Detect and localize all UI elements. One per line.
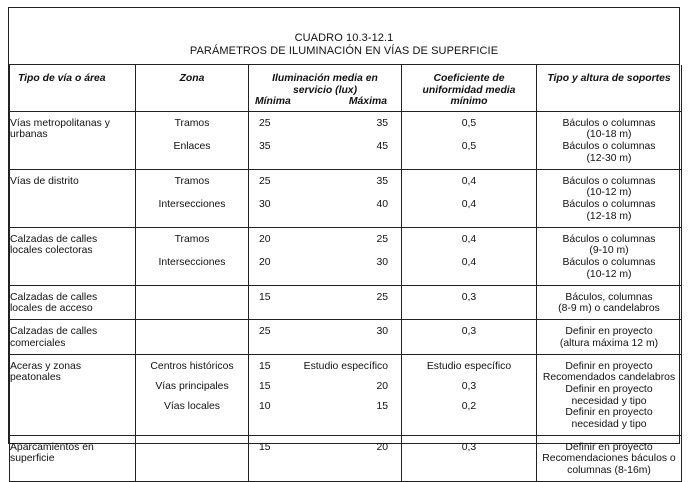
illuminance-cell bbox=[249, 354, 402, 435]
support-text-line: (altura máxima 12 m) bbox=[559, 337, 659, 349]
header-zona: Zona bbox=[136, 65, 249, 111]
area-cell bbox=[10, 320, 136, 355]
support-text-line: (10-12 m) bbox=[586, 187, 632, 199]
area-cell bbox=[10, 354, 136, 435]
support-text-line: necesidad y tipo bbox=[571, 395, 647, 407]
uniformity-value: 0,4 bbox=[461, 233, 477, 245]
area-label-line: Vías de distrito bbox=[10, 175, 79, 187]
lux-min-value: 20 bbox=[259, 233, 271, 245]
illuminance-cell bbox=[249, 111, 402, 169]
supports-cell bbox=[537, 285, 682, 320]
uniformity-value: 0,3 bbox=[461, 291, 477, 303]
support-text-line: Definir en proyecto bbox=[565, 407, 653, 419]
zona-label: Centros históricos bbox=[150, 360, 234, 372]
table-row bbox=[10, 227, 682, 285]
lux-min-value: 15 bbox=[259, 441, 271, 453]
lux-max-value: 25 bbox=[376, 291, 388, 303]
zona-cell bbox=[136, 285, 249, 320]
illuminance-cell bbox=[249, 227, 402, 285]
area-label-line: Calzadas de calles bbox=[10, 233, 98, 245]
lux-max-value: 20 bbox=[376, 380, 388, 392]
lux-max-value: 15 bbox=[376, 400, 388, 412]
table-row bbox=[10, 285, 682, 320]
support-text-line: columnas (8-16m) bbox=[567, 465, 651, 477]
lux-min-value: 15 bbox=[259, 360, 271, 372]
zona-label: Enlaces bbox=[173, 141, 211, 152]
support-text-line: Báculos o columnas bbox=[562, 175, 656, 187]
support-text-line: (10-12 m) bbox=[586, 268, 632, 280]
header-coef-line1: Coeficiente de bbox=[433, 73, 505, 84]
header-coef-line3: mínimo bbox=[450, 96, 488, 108]
uniformity-value: 0,3 bbox=[461, 380, 477, 392]
uniformity-value: 0,2 bbox=[461, 400, 477, 412]
support-text-line: (9-10 m) bbox=[589, 245, 629, 257]
uniformity-value: 0,4 bbox=[461, 257, 477, 268]
header-soportes: Tipo y altura de soportes bbox=[537, 65, 682, 111]
uniformity-value: 0,4 bbox=[461, 175, 477, 187]
zona-label: Intersecciones bbox=[158, 199, 226, 210]
lux-max-value: 30 bbox=[376, 257, 388, 268]
uniformity-value: 0,4 bbox=[461, 199, 477, 210]
support-text-line: Báculos, columnas bbox=[565, 291, 653, 303]
area-cell bbox=[10, 435, 136, 481]
uniformity-value: 0,3 bbox=[461, 441, 477, 453]
area-label-line: Calzadas de calles bbox=[10, 291, 98, 303]
uniformity-value: 0,5 bbox=[461, 117, 477, 129]
area-label-line: Aceras y zonas bbox=[10, 360, 82, 372]
lux-max-value: Estudio específico bbox=[303, 360, 388, 372]
support-text-line: Recomendaciones báculos o bbox=[542, 453, 676, 465]
header-lux-line2: servicio (lux) bbox=[292, 84, 358, 96]
zona-cell bbox=[136, 169, 249, 227]
area-label-line: locales colectoras bbox=[10, 245, 93, 257]
zona-label: Vías principales bbox=[155, 380, 229, 392]
lux-min-value: 25 bbox=[259, 117, 271, 129]
area-label-line: Vías metropolitanas y bbox=[10, 117, 110, 129]
uniformity-cell bbox=[402, 169, 537, 227]
lux-min-value: 25 bbox=[259, 326, 271, 337]
lux-max-value: 20 bbox=[376, 441, 388, 453]
table-row bbox=[10, 320, 682, 355]
zona-label: Tramos bbox=[174, 175, 210, 187]
table-header-row bbox=[10, 65, 682, 111]
support-text-line: Báculos o columnas bbox=[562, 233, 656, 245]
area-label-line: Calzadas de calles bbox=[10, 326, 98, 337]
uniformity-cell bbox=[402, 285, 537, 320]
area-label-line: locales de acceso bbox=[10, 303, 93, 315]
support-text-line: (10-18 m) bbox=[586, 129, 632, 141]
table-title-block bbox=[9, 8, 679, 65]
header-coeficiente bbox=[402, 65, 537, 111]
zona-label: Intersecciones bbox=[158, 257, 226, 268]
support-text-line: Definir en proyecto bbox=[565, 383, 653, 395]
area-cell bbox=[10, 285, 136, 320]
lux-min-value: 25 bbox=[259, 175, 271, 187]
zona-cell bbox=[136, 435, 249, 481]
zona-label: Tramos bbox=[174, 117, 210, 129]
table-row bbox=[10, 435, 682, 481]
zona-label: Vías locales bbox=[163, 400, 221, 412]
area-cell bbox=[10, 111, 136, 169]
supports-cell bbox=[537, 111, 682, 169]
zona-label: Tramos bbox=[174, 233, 210, 245]
lux-min-value: 30 bbox=[259, 199, 271, 210]
table-row bbox=[10, 354, 682, 435]
supports-cell bbox=[537, 435, 682, 481]
lux-min-value: 15 bbox=[259, 291, 271, 303]
illuminance-cell bbox=[249, 435, 402, 481]
area-cell bbox=[10, 227, 136, 285]
illuminance-cell bbox=[249, 169, 402, 227]
supports-cell bbox=[537, 320, 682, 355]
lux-min-value: 35 bbox=[259, 141, 271, 152]
area-label-line: peatonales bbox=[10, 372, 61, 384]
support-text-line: Báculos o columnas bbox=[562, 199, 656, 210]
support-text-line: Báculos o columnas bbox=[562, 257, 656, 268]
uniformity-value: 0,5 bbox=[461, 141, 477, 152]
uniformity-cell bbox=[402, 111, 537, 169]
support-text-line: (12-30 m) bbox=[586, 152, 632, 164]
supports-cell bbox=[537, 354, 682, 435]
header-maxima: Máxima bbox=[348, 96, 387, 108]
support-text-line: Báculos o columnas bbox=[562, 141, 656, 152]
lux-min-value: 20 bbox=[259, 257, 271, 268]
support-text-line: necesidad y tipo bbox=[571, 419, 647, 431]
uniformity-cell bbox=[402, 435, 537, 481]
support-text-line: Báculos o columnas bbox=[562, 117, 656, 129]
zona-cell bbox=[136, 354, 249, 435]
uniformity-value: 0,3 bbox=[461, 326, 477, 337]
supports-cell bbox=[537, 169, 682, 227]
lux-max-value: 40 bbox=[376, 199, 388, 210]
zona-cell bbox=[136, 320, 249, 355]
zona-cell bbox=[136, 111, 249, 169]
header-minima: Mínima bbox=[255, 96, 291, 108]
zona-cell bbox=[136, 227, 249, 285]
lighting-parameters-table-frame bbox=[8, 7, 680, 477]
uniformity-value: Estudio específico bbox=[426, 360, 512, 372]
illuminance-cell bbox=[249, 285, 402, 320]
illuminance-cell bbox=[249, 320, 402, 355]
uniformity-cell bbox=[402, 354, 537, 435]
uniformity-cell bbox=[402, 320, 537, 355]
area-label-line: superficie bbox=[10, 453, 55, 465]
header-coef-line2: uniformidad media bbox=[422, 84, 516, 96]
lux-max-value: 35 bbox=[376, 117, 388, 129]
lux-max-value: 45 bbox=[376, 141, 388, 152]
area-label-line: urbanas bbox=[10, 129, 48, 141]
support-text-line: Definir en proyecto bbox=[565, 441, 653, 453]
support-text-line: (8-9 m) o candelabros bbox=[558, 303, 660, 315]
lux-max-value: 35 bbox=[376, 175, 388, 187]
support-text-line: Definir en proyecto bbox=[565, 360, 653, 372]
table-title: PARÁMETROS DE ILUMINACIÓN EN VÍAS DE SUPERFICIE bbox=[189, 45, 499, 57]
lux-max-value: 25 bbox=[376, 233, 388, 245]
header-iluminacion bbox=[249, 65, 402, 111]
lux-max-value: 30 bbox=[376, 326, 388, 337]
supports-cell bbox=[537, 227, 682, 285]
header-lux-line1: Iluminación media en bbox=[272, 73, 378, 84]
support-text-line: Definir en proyecto bbox=[565, 326, 653, 337]
lux-min-value: 15 bbox=[259, 380, 271, 392]
support-text-line: (12-18 m) bbox=[586, 210, 632, 222]
header-tipo: Tipo de vía o área bbox=[10, 65, 136, 111]
area-label-line: Aparcamientos en bbox=[10, 441, 94, 453]
lux-min-value: 10 bbox=[259, 400, 271, 412]
uniformity-cell bbox=[402, 227, 537, 285]
area-label-line: comerciales bbox=[10, 337, 66, 349]
table-row bbox=[10, 169, 682, 227]
support-text-line: Recomendados candelabros bbox=[542, 372, 676, 384]
table-number: CUADRO 10.3-12.1 bbox=[294, 32, 394, 44]
lighting-parameters-table bbox=[9, 65, 682, 482]
area-cell bbox=[10, 169, 136, 227]
table-row bbox=[10, 111, 682, 169]
